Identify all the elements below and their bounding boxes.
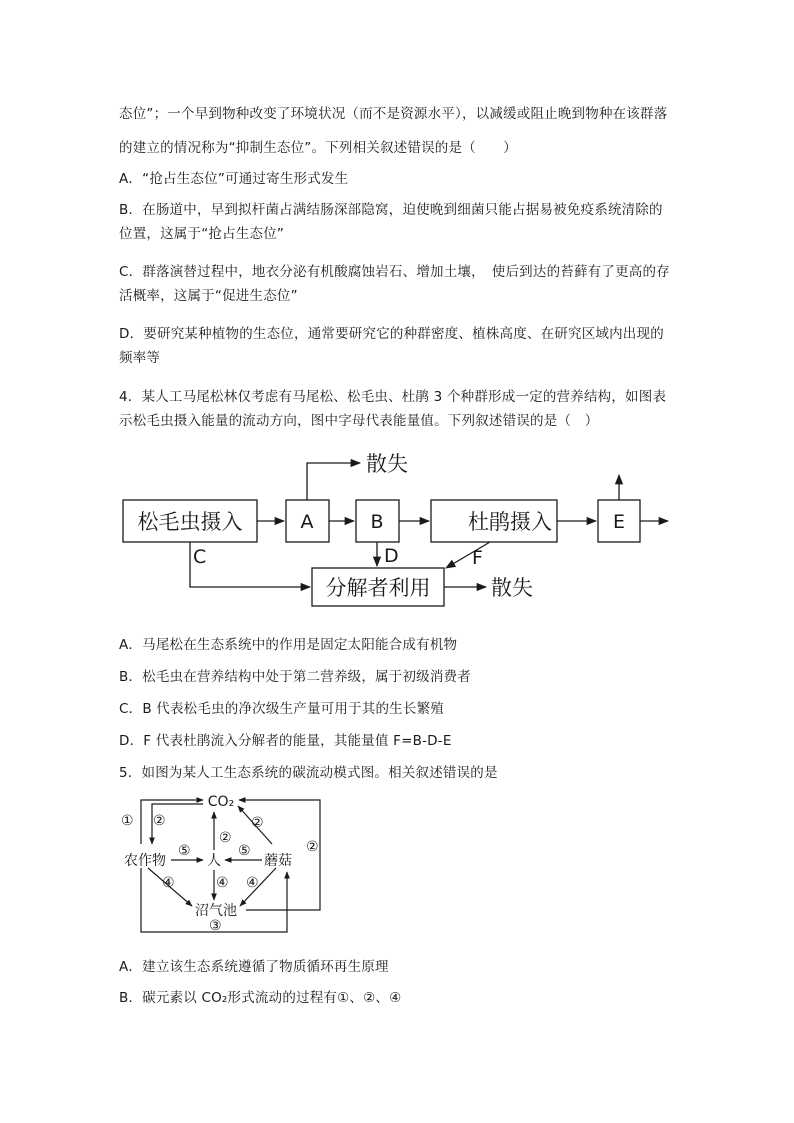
- carbon-flow-diagram: [0, 788, 794, 938]
- decomposer-label: 分解者利用: [325, 576, 431, 600]
- mushroom-node: 蘑菇: [264, 853, 292, 869]
- human-node: 人: [207, 853, 221, 869]
- q5-stem: 5．如图为某人工生态系统的碳流动模式图。相关叙述错误的是: [119, 765, 498, 781]
- q4-option-d: D．F 代表杜鹃流入分解者的能量，其能量值 F=B-D-E: [119, 733, 452, 749]
- q5-option-a: A．建立该生态系统遵循了物质循环再生原理: [119, 959, 389, 975]
- biogas-node: 沼气池: [195, 903, 237, 919]
- intake-box-label: 松毛虫摄入: [137, 510, 243, 534]
- q3-option-b-line-1: B．在肠道中，早到拟杆菌占满结肠深部隐窝，迫使晚到细菌只能占据易被免疫系统清除的: [119, 202, 663, 218]
- circle-1-label: ①: [121, 813, 134, 829]
- q4-stem-line-1: 4．某人工马尾松林仅考虑有马尾松、松毛虫、杜鹃 3 个种群形成一定的营养结构，如图表: [119, 389, 667, 405]
- q4-option-a: A．马尾松在生态系统中的作用是固定太阳能合成有机物: [119, 637, 458, 653]
- q4-option-c: C．B 代表松毛虫的净次级生产量可用于其的生长繁殖: [119, 701, 444, 717]
- q3-option-d-line-2: 频率等: [119, 350, 161, 366]
- box-b-label: B: [370, 511, 384, 533]
- crops-node: 农作物: [124, 853, 166, 869]
- circle-4c-label: ④: [246, 875, 259, 891]
- label-f: F: [472, 547, 483, 569]
- cuckoo-intake-label: 杜鹃摄入: [468, 510, 552, 534]
- label-c: C: [193, 546, 207, 568]
- circle-2b-label: ②: [219, 830, 232, 846]
- q3-stem-line-1: 态位”；一个早到物种改变了环境状况（而不是资源水平），以减缓或阻止晚到物种在该群落: [119, 106, 668, 122]
- circle-4a-label: ④: [162, 875, 175, 891]
- q4-stem-line-2: 示松毛虫摄入能量的流动方向，图中字母代表能量值。下列叙述错误的是（ ）: [119, 413, 599, 429]
- loss-bottom-label: 散失: [491, 576, 533, 600]
- circle-3-label: ③: [209, 918, 222, 934]
- box-a-label: A: [300, 511, 314, 533]
- q5-option-b: B．碳元素以 CO₂形式流动的过程有①、②、④: [119, 990, 402, 1006]
- q3-stem-line-2: 的建立的情况称为“抑制生态位”。下列相关叙述错误的是（ ）: [119, 140, 517, 156]
- q4-option-b: B．松毛虫在营养结构中处于第二营养级，属于初级消费者: [119, 669, 471, 685]
- label-d: D: [384, 545, 399, 567]
- q3-option-c-line-2: 活概率，这属于“促进生态位”: [119, 288, 298, 304]
- circle-2c-label: ②: [251, 815, 264, 831]
- circle-5b-label: ⑤: [238, 843, 251, 859]
- circle-5a-label: ⑤: [178, 843, 191, 859]
- circle-4b-label: ④: [216, 875, 229, 891]
- loss-top-label: 散失: [366, 452, 408, 476]
- box-e-label: E: [612, 511, 626, 533]
- q3-option-c-line-1: C．群落演替过程中，地衣分泌有机酸腐蚀岩石、增加土壤， 使后到达的苔藓有了更高的存: [119, 264, 670, 280]
- co2-node: CO₂: [207, 794, 235, 810]
- energy-flow-diagram: [0, 445, 794, 615]
- q3-option-b-line-2: 位置，这属于“抢占生态位”: [119, 226, 285, 242]
- q3-option-a: A．“抢占生态位”可通过寄生形式发生: [119, 171, 349, 187]
- circle-2a-label: ②: [153, 813, 166, 829]
- circle-2d-label: ②: [306, 839, 319, 855]
- q3-option-d-line-1: D．要研究某种植物的生态位，通常要研究它的种群密度、植株高度、在研究区域内出现的: [119, 326, 664, 342]
